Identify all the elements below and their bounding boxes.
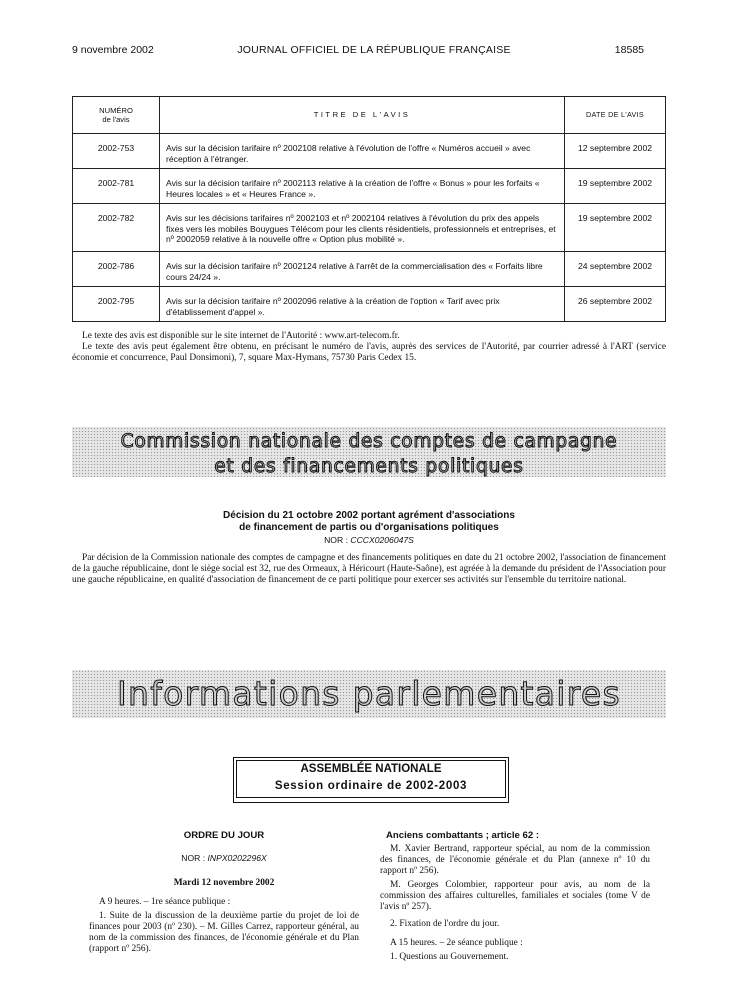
right-column bbox=[380, 830, 650, 966]
col-titre-header: TITRE DE L'AVIS bbox=[160, 97, 565, 134]
avis-numero: 2002-786 bbox=[73, 252, 160, 287]
table-row bbox=[73, 204, 666, 252]
decision-title: Décision du 21 octobre 2002 portant agrément d'associations de financement de partis ou d'organisations politiques bbox=[223, 510, 515, 533]
informations-banner-text: Informations parlementaires bbox=[116, 674, 622, 713]
avis-date: 12 septembre 2002 bbox=[565, 134, 666, 169]
commission-banner-line2: et des financements politiques bbox=[214, 456, 524, 477]
avis-date: 19 septembre 2002 bbox=[565, 169, 666, 204]
avis-titre: Avis sur la décision tarifaire nº 2002096 relative à la création de l'option « Tarif avec prix d'établissement d'appel ». bbox=[160, 287, 565, 322]
availability-note: Le texte des avis est disponible sur le site internet de l'Autorité : www.art-telecom.fr. bbox=[82, 331, 400, 341]
left-column bbox=[89, 830, 359, 958]
header-date: 9 novembre 2002 bbox=[72, 44, 154, 56]
table-row bbox=[73, 134, 666, 169]
table-row bbox=[73, 287, 666, 322]
avis-titre: Avis sur les décisions tarifaires nº 2002103 et nº 2002104 relatives à l'évolution du prix des appels fixes vers les mobiles Bouygues Télécom pour les clients résidentiels, professionnels et entreprises, et nº 2002059 relative à la nouvelle offre « Option plus mobilité ». bbox=[160, 204, 565, 252]
avis-date: 24 septembre 2002 bbox=[565, 252, 666, 287]
col-numero-header: NUMÉRO de l'avis bbox=[73, 97, 160, 134]
avis-numero: 2002-782 bbox=[73, 204, 160, 252]
informations-banner bbox=[72, 670, 666, 718]
col-date-header: DATE DE L'AVIS bbox=[565, 97, 666, 134]
anciens-heading: Anciens combattants ; article 62 : bbox=[386, 830, 540, 841]
table-row bbox=[73, 169, 666, 204]
avis-titre: Avis sur la décision tarifaire nº 2002124 relative à l'arrêt de la commercialisation des « Forfaits libre cours 24/24 ». bbox=[160, 252, 565, 287]
session-title: Session ordinaire de 2002-2003 bbox=[274, 780, 468, 792]
avis-table bbox=[72, 96, 666, 322]
ordre-item-3: 1. Questions au Gouvernement. bbox=[390, 952, 509, 962]
journal-title: JOURNAL OFFICIEL DE LA RÉPUBLIQUE FRANÇAISE bbox=[237, 44, 511, 56]
ordre-title: ORDRE DU JOUR bbox=[183, 830, 265, 841]
decision-body: Par décision de la Commission nationale des comptes de campagne et des financements politiques en date du 21 octobre 2002, l'association de financement de la gauche républicaine, dont le siège social est 32, rue des Ormeaux, à Héricourt (Haute-Saône), est agréée à la demande du président de l'Association pour une gauche républicaine, en qualité d'association de financement de ce parti politique pour exercer ses activités sur l'ensemble du territoire national. bbox=[72, 553, 666, 585]
avis-numero: 2002-781 bbox=[73, 169, 160, 204]
avis-date: 19 septembre 2002 bbox=[565, 204, 666, 252]
seance-1: A 9 heures. – 1re séance publique : bbox=[99, 897, 231, 907]
seance-2: A 15 heures. – 2e séance publique : bbox=[390, 938, 523, 948]
page-number: 18585 bbox=[614, 44, 644, 56]
ordre-day: Mardi 12 novembre 2002 bbox=[173, 878, 275, 888]
contact-note: Le texte des avis peut également être obtenu, en précisant le numéro de l'avis, auprès des services de l'Autorité, par courrier adressé à l'ART (service économie et concurrence, Paul Donsimoni), 7, square Max-Hymans, 75730 Paris Cedex 15. bbox=[72, 342, 666, 363]
ordre-item-1: 1. Suite de la discussion de la deuxième partie du projet de loi de finances pour 2003 (nº 230). – M. Gilles Carrez, rapporteur général, au nom de la commission des finances, de l'économie générale et du Plan (rapport nº 256). bbox=[89, 911, 359, 954]
assemblee-title: ASSEMBLÉE NATIONALE bbox=[300, 763, 442, 775]
decision-nor: NOR : CCCX0206047S bbox=[324, 535, 414, 545]
commission-banner-line1: Commission nationale des comptes de campagne bbox=[120, 431, 618, 452]
avis-titre: Avis sur la décision tarifaire nº 2002113 relative à la création de l'offre « Bonus » pour les forfaits « Heures locales » et « Heures France ». bbox=[160, 169, 565, 204]
colombier-item: M. Georges Colombier, rapporteur pour avis, au nom de la commission des affaires culturelles, familiales et sociales (tome V de l'avis nº 257). bbox=[380, 880, 650, 912]
avis-numero: 2002-753 bbox=[73, 134, 160, 169]
table-row bbox=[73, 252, 666, 287]
commission-banner bbox=[72, 427, 666, 477]
ordre-nor: NOR : INPX0202296X bbox=[181, 853, 267, 863]
assemblee-box bbox=[233, 757, 509, 803]
table-header-row bbox=[73, 97, 666, 134]
bertrand-item: M. Xavier Bertrand, rapporteur spécial, au nom de la commission des finances, de l'économie générale et du Plan (annexe nº 10 du rapport nº 256). bbox=[380, 844, 650, 876]
avis-date: 26 septembre 2002 bbox=[565, 287, 666, 322]
ordre-item-2: 2. Fixation de l'ordre du jour. bbox=[390, 919, 500, 929]
avis-numero: 2002-795 bbox=[73, 287, 160, 322]
avis-titre: Avis sur la décision tarifaire nº 2002108 relative à l'évolution de l'offre « Numéros accueil » avec réception à l'étranger. bbox=[160, 134, 565, 169]
